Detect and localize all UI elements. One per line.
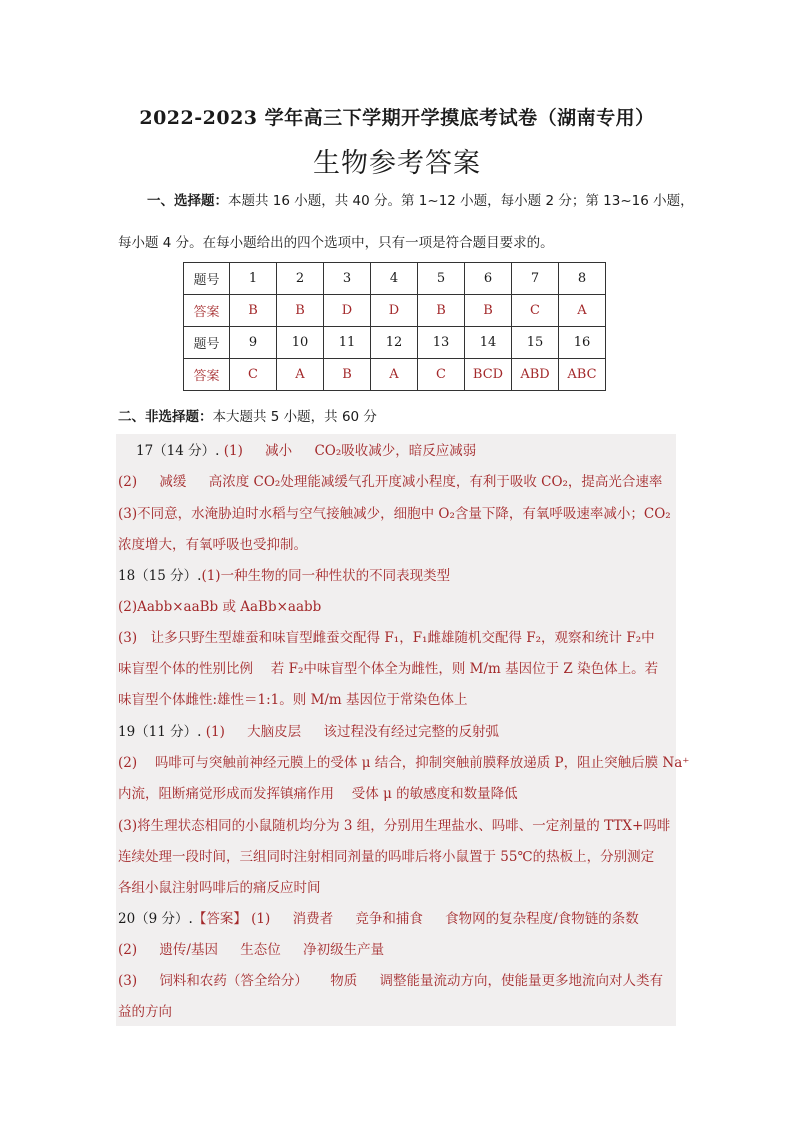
q19-heading: 19（11 分）. <box>118 724 202 740</box>
question-number: 9 <box>230 327 277 359</box>
question-number: 2 <box>277 263 324 295</box>
q17-line-4: 浓度增大，有氧呼吸也受抑制。 <box>118 537 307 553</box>
q20-answer-tag: 【答案】 <box>192 911 247 927</box>
table-row-questions-1 <box>184 263 606 295</box>
answer-cell: A <box>277 359 324 391</box>
answer-cell: A <box>559 295 606 327</box>
question-number: 14 <box>465 327 512 359</box>
q17-part2-answer-a: 减缓 <box>159 474 187 490</box>
question-number: 8 <box>559 263 606 295</box>
q18-heading: 18（15 分）. <box>118 568 202 584</box>
q19-part1-answer-b: 该过程没有经过完整的反射弧 <box>323 724 499 740</box>
q19-line-1 <box>118 722 674 742</box>
section1-lead: 一、选择题： <box>147 193 228 209</box>
q19-line-6: 各组小鼠注射吗啡后的痛反应时间 <box>118 880 321 896</box>
answer-cell: B <box>277 295 324 327</box>
q20-line-4: 益的方向 <box>118 1004 172 1020</box>
answer-table <box>183 262 606 391</box>
section1-line1: 本题共 16 小题，共 40 分。第 1~12 小题，每小题 2 分；第 13~16 小题， <box>228 193 694 209</box>
q17-part1-number: (1) <box>223 443 243 459</box>
q20-part3-number: (3) <box>118 973 138 989</box>
q19-part1-answer-a: 大脑皮层 <box>247 724 302 740</box>
row-label: 题号 <box>184 327 230 359</box>
q20-part1-number: (1) <box>251 911 271 927</box>
table-row-answers-2 <box>184 359 606 391</box>
question-number: 15 <box>512 327 559 359</box>
q17-heading: 17（14 分）. <box>136 443 220 459</box>
page-title: 2022-2023 学年高三下学期开学摸底考试卷（湖南专用） <box>139 107 655 129</box>
q20-line-2 <box>118 940 674 960</box>
q20-part3-answer-b: 物质 <box>330 973 358 989</box>
q20-part2-answer-c: 净初级生产量 <box>303 942 385 958</box>
question-number: 10 <box>277 327 324 359</box>
answer-cell: B <box>418 295 465 327</box>
page-subtitle: 生物参考答案 <box>313 148 481 179</box>
row-label: 答案 <box>184 359 230 391</box>
q20-line-3 <box>118 971 674 991</box>
row-label: 题号 <box>184 263 230 295</box>
q17-line-1 <box>118 441 674 461</box>
q20-part2-answer-a: 遗传/基因 <box>159 942 218 958</box>
q17-part2-number: (2) <box>118 474 138 490</box>
answer-cell: B <box>324 359 371 391</box>
answer-cell: B <box>230 295 277 327</box>
q18-line-2: (2)Aabb×aaBb 或 AaBb×aabb <box>118 599 322 615</box>
q18-line-4: 味盲型个体的性别比例 若 F₂中味盲型个体全为雌性，则 M/m 基因位于 Z 染色体上。若 <box>118 661 659 677</box>
q18-line-3: (3) 让多只野生型雄蚕和味盲型雌蚕交配得 F₁，F₁雌雄随机交配得 F₂，观察和统计 F₂中 <box>118 630 655 646</box>
question-number: 13 <box>418 327 465 359</box>
q19-part1-number: (1) <box>205 724 225 740</box>
q18-part1: (1)一种生物的同一种性状的不同表现类型 <box>201 568 451 584</box>
answer-cell: ABC <box>559 359 606 391</box>
answer-cell: B <box>465 295 512 327</box>
q18-line-5: 味盲型个体雌性:雄性＝1:1。则 M/m 基因位于常染色体上 <box>118 692 468 708</box>
answer-cell: C <box>512 295 559 327</box>
q17-part2-answer-b: 高浓度 CO₂处理能减缓气孔开度减小程度，有利于吸收 CO₂，提高光合速率 <box>208 474 663 490</box>
q19-line-5: 连续处理一段时间，三组同时注射相同剂量的吗啡后将小鼠置于 55℃的热板上，分别测定 <box>118 849 655 865</box>
table-row-questions-2 <box>184 327 606 359</box>
q17-part1-answer-a: 减小 <box>265 443 293 459</box>
question-number: 5 <box>418 263 465 295</box>
section2-heading <box>118 405 377 425</box>
q20-part3-answer-c: 调整能量流动方向，使能量更多地流向对人类有 <box>379 973 664 989</box>
q17-line-2 <box>118 472 674 492</box>
q20-line-1 <box>118 909 674 929</box>
question-number: 6 <box>465 263 512 295</box>
q19-line-2: (2) 吗啡可与突触前神经元膜上的受体 μ 结合，抑制突触前膜释放递质 P，阻止突触后膜 Na⁺ <box>118 755 690 771</box>
q19-line-3: 内流，阻断痛觉形成而发挥镇痛作用 受体 μ 的敏感度和数量降低 <box>118 786 518 802</box>
q17-line-3: (3)不同意，水淹胁迫时水稻与空气接触减少，细胞中 O₂含量下降，有氧呼吸速率减小；CO₂ <box>118 506 671 522</box>
answer-cell: A <box>371 359 418 391</box>
question-number: 7 <box>512 263 559 295</box>
section2-lead: 二、非选择题： <box>118 409 213 425</box>
q20-part1-answer-b: 竞争和捕食 <box>355 911 423 927</box>
question-number: 1 <box>230 263 277 295</box>
answer-cell: D <box>324 295 371 327</box>
q20-heading: 20（9 分）. <box>118 911 193 927</box>
q20-part2-number: (2) <box>118 942 138 958</box>
answer-cell: C <box>230 359 277 391</box>
q18-line-1 <box>118 566 674 586</box>
question-number: 4 <box>371 263 418 295</box>
answer-cell: BCD <box>465 359 512 391</box>
answer-cell: ABD <box>512 359 559 391</box>
q19-line-4: (3)将生理状态相同的小鼠随机均分为 3 组，分别用生理盐水、吗啡、一定剂量的 TTX+吗啡 <box>118 818 671 834</box>
answer-cell: D <box>371 295 418 327</box>
question-number: 3 <box>324 263 371 295</box>
q20-part3-answer-a: 饲料和农药（答全给分） <box>159 973 308 989</box>
question-number: 16 <box>559 327 606 359</box>
q20-part1-answer-c: 食物网的复杂程度/食物链的条数 <box>445 911 639 927</box>
question-number: 11 <box>324 327 371 359</box>
q20-part2-answer-b: 生态位 <box>240 942 281 958</box>
answer-cell: C <box>418 359 465 391</box>
section2-rest: 本大题共 5 小题，共 60 分 <box>212 409 377 425</box>
row-label: 答案 <box>184 295 230 327</box>
question-number: 12 <box>371 327 418 359</box>
q20-part1-answer-a: 消费者 <box>292 911 334 927</box>
q17-part1-answer-b: CO₂吸收减少，暗反应减弱 <box>314 443 477 459</box>
section1-intro <box>118 191 708 211</box>
section1-line2: 每小题 4 分。在每小题给出的四个选项中，只有一项是符合题目要求的。 <box>118 235 554 251</box>
table-row-answers-1 <box>184 295 606 327</box>
